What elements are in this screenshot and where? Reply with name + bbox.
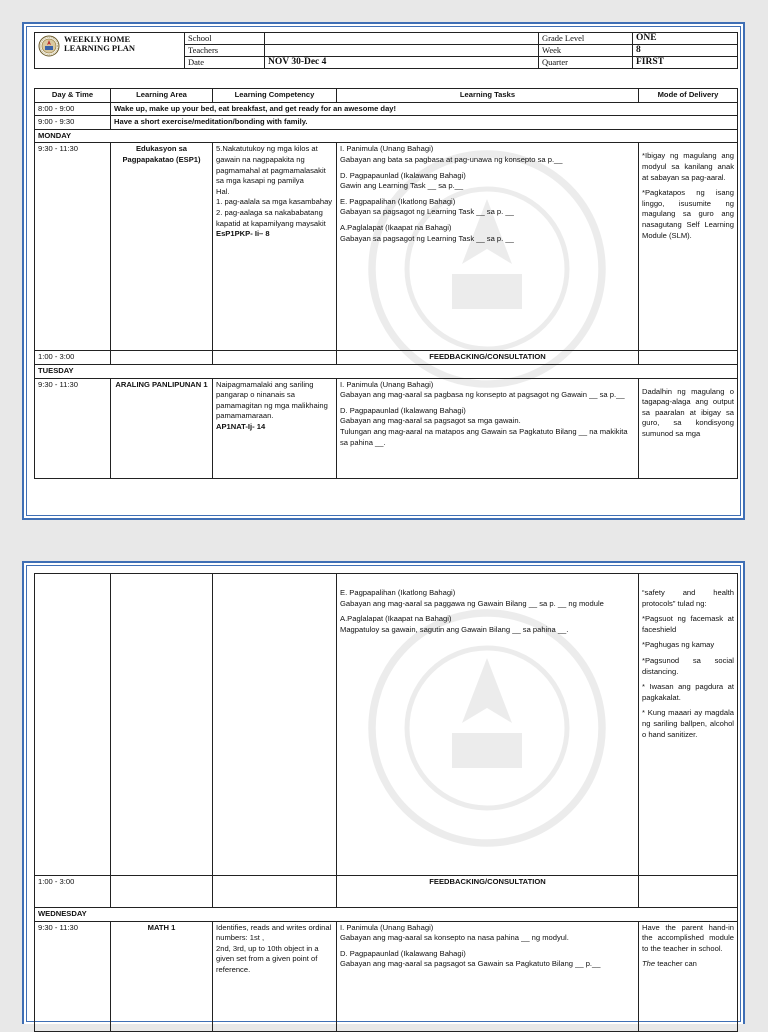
lesson-time: 9:30 - 11:30: [35, 921, 111, 1031]
delivery-italic-word: The: [642, 959, 656, 969]
task-block: [340, 614, 635, 635]
lesson-row-monday: [35, 143, 738, 351]
routine-row: [35, 102, 738, 116]
competency-code: AP1NAT-Ij- 14: [216, 421, 266, 431]
empty-cell: [111, 876, 213, 908]
empty-cell: [639, 876, 738, 908]
tasks-cell: [337, 378, 639, 478]
task-title: D. Pagpapaunlad (Ikalawang Bahagi): [340, 405, 466, 415]
routine-text: Have a short exercise/meditation/bonding with family.: [111, 116, 738, 130]
feedback-time: 1:00 - 3:00: [35, 351, 111, 365]
delivery-text: *Pagsuot ng facemask at faceshield: [642, 614, 734, 634]
column-header-row: [35, 89, 738, 103]
lesson-row-tuesday: [35, 378, 738, 478]
school-value: [265, 33, 539, 45]
lesson-time: 9:30 - 11:30: [35, 378, 111, 478]
col-header-delivery: Mode of Delivery: [639, 89, 738, 103]
empty-cell: [35, 574, 111, 876]
task-body: Gabayan ang mag-aaral sa pagsagot sa mga gawain. Tulungan ang mag-aaral na matapos ang Gawain sa Pagkatuto Bilang __ na makikita sa pahina __.: [340, 416, 628, 447]
day-label: MONDAY: [35, 129, 738, 143]
task-block: [340, 144, 635, 165]
task-block: [340, 171, 635, 192]
col-header-learning-area: Learning Area: [111, 89, 213, 103]
delivery-text: *Pagkatapos ng isang linggo, isusumite ng magulang sa guro ang nasagutang Self Learning Module (SLM).: [642, 188, 734, 240]
delivery-cell: [639, 143, 738, 351]
task-body: Gabayan ang bata sa pagbasa at pag-unawa ng konsepto sa p.__: [340, 154, 563, 164]
task-title: A.Paglalapat (Ikaapat na Bahagi): [340, 222, 452, 232]
day-label: WEDNESDAY: [35, 908, 738, 922]
task-block: [340, 406, 635, 448]
task-body: Gabayan sa pagsagot ng Learning Task __ sa p. __: [340, 233, 514, 243]
task-body: Gabayan ang mag-aaral sa paggawa ng Gawain Bilang __ sa p. __ ng module: [340, 598, 604, 608]
task-title: E. Pagpapalihan (Ikatlong Bahagi): [340, 588, 456, 597]
routine-text: Wake up, make up your bed, eat breakfast, and get ready for an awesome day!: [111, 102, 738, 116]
teachers-value: [265, 45, 539, 57]
week-label: Week: [539, 45, 633, 57]
lesson-time: 9:30 - 11:30: [35, 143, 111, 351]
grade-level-value: ONE: [633, 33, 738, 45]
delivery-text-continued: [642, 959, 734, 970]
learning-area: ARALING PANLIPUNAN 1: [111, 378, 213, 478]
tasks-cell: [337, 143, 639, 351]
task-block: [340, 197, 635, 218]
document-page-2: [22, 561, 745, 1024]
empty-cell: [213, 876, 337, 908]
deped-seal-icon: [38, 35, 60, 57]
school-label: School: [185, 33, 265, 45]
routine-time: 9:00 - 9:30: [35, 116, 111, 130]
learning-area: Edukasyon sa Pagpapakatao (ESP1): [111, 143, 213, 351]
competency-code: EsP1PKP- Ii– 8: [216, 229, 270, 239]
empty-cell: [111, 574, 213, 876]
delivery-text: *Pagsunod sa social distancing.: [642, 655, 734, 676]
col-header-day-time: Day & Time: [35, 89, 111, 103]
delivery-text: * Iwasan ang pagdura at pagkakalat.: [642, 682, 734, 702]
task-block: [340, 223, 635, 244]
lesson-row-tuesday-cont: [35, 574, 738, 876]
empty-cell: [639, 351, 738, 365]
delivery-cell: [639, 921, 738, 1031]
competency-text: Identifies, reads and writes ordinal numbers: 1st , 2nd, 3rd, up to 10th object in a given set from a given point of reference.: [216, 922, 332, 974]
delivery-text: Have the parent hand-in the accomplished module to the teacher in school.: [642, 922, 734, 953]
feedback-text: FEEDBACKING/CONSULTATION: [337, 351, 639, 365]
feedback-row: [35, 351, 738, 365]
delivery-text: Dadalhin ng magulang o tagapag-alaga ang output sa paaralan at ibigay sa guro, sa kondisyong sumunod sa mga: [642, 386, 734, 438]
schedule-table-page-2: [34, 573, 738, 1032]
task-title: I. Panimula (Unang Bahagi): [340, 922, 434, 932]
delivery-cell: [639, 574, 738, 876]
task-body: Gabayan sa pagsagot ng Learning Task __ sa p. __: [340, 207, 514, 217]
task-body: Gabayan ang mag-aaral sa konsepto na nasa pahina __ ng modyul.: [340, 933, 569, 943]
day-row-wednesday: [35, 908, 738, 922]
competency-text: Naipagmamalaki ang sariling pangarap o ninanais sa pamamagitan ng mga malikhaing pamamamaraan.: [216, 379, 328, 421]
lesson-row-wednesday: [35, 921, 738, 1031]
competency-cell: [213, 378, 337, 478]
delivery-text: “safety and health protocols” tulad ng:: [642, 588, 734, 608]
quarter-label: Quarter: [539, 57, 633, 69]
task-title: D. Pagpapaunlad (Ikalawang Bahagi): [340, 170, 466, 180]
feedback-time: 1:00 - 3:00: [35, 876, 111, 908]
competency-cell: [213, 921, 337, 1031]
header-title-cell: [35, 33, 185, 69]
task-block: [340, 923, 635, 944]
task-title: I. Panimula (Unang Bahagi): [340, 144, 434, 154]
learning-area: MATH 1: [111, 921, 213, 1031]
day-row-tuesday: [35, 364, 738, 378]
empty-cell: [213, 351, 337, 365]
quarter-value: FIRST: [633, 57, 738, 69]
col-header-tasks: Learning Tasks: [337, 89, 639, 103]
header-table: [34, 32, 738, 69]
task-block: [340, 588, 635, 609]
task-title: I. Panimula (Unang Bahagi): [340, 379, 434, 389]
day-label: TUESDAY: [35, 364, 738, 378]
task-title: D. Pagpapaunlad (Ikalawang Bahagi): [340, 948, 466, 958]
document-page-1: [22, 22, 745, 520]
delivery-text: * Kung maaari ay magdala ng sariling ballpen, alcohol o hand sanitizer.: [642, 708, 734, 739]
task-title: A.Paglalapat (Ikaapat na Bahagi): [340, 614, 452, 624]
plan-title: WEEKLY HOME LEARNING PLAN: [64, 34, 136, 53]
competency-text: 5.Nakatutukoy ng mga kilos at gawain na nagpapakita ng pagmamahal at pagmamalasakit sa mga kasapi ng pamilya Hal. 1. pag-aalala sa mga kasambahay 2. pag-aalaga sa nakababatang kapatid at kapamilyang maysakit: [216, 144, 333, 228]
date-label: Date: [185, 57, 265, 69]
tasks-cell: [337, 574, 639, 876]
schedule-table-page-1: [34, 88, 738, 479]
competency-cell: [213, 143, 337, 351]
feedback-text: FEEDBACKING/CONSULTATION: [337, 876, 639, 908]
empty-cell: [213, 574, 337, 876]
date-value: NOV 30-Dec 4: [265, 57, 539, 69]
task-body: Gawin ang Learning Task __ sa p.__: [340, 181, 464, 191]
task-body: Gabayan ang mag-aaral sa pagsagot sa Gawain sa Pagkatuto Bilang __ p.__: [340, 959, 601, 969]
routine-row: [35, 116, 738, 130]
empty-cell: [111, 351, 213, 365]
task-body: Gabayan ang mag-aaral sa pagbasa ng konsepto at pagsagot ng Gawain __ sa p.__: [340, 390, 625, 400]
task-block: [340, 380, 635, 401]
task-title: E. Pagpapalihan (Ikatlong Bahagi): [340, 196, 456, 206]
task-body: Magpatuloy sa gawain, sagutin ang Gawain Bilang __ sa pahina __.: [340, 624, 569, 634]
feedback-row: [35, 876, 738, 908]
delivery-text-rest: teacher can: [655, 959, 697, 969]
week-value: 8: [633, 45, 738, 57]
tasks-cell: [337, 921, 639, 1031]
routine-time: 8:00 - 9:00: [35, 102, 111, 116]
teachers-label: Teachers: [185, 45, 265, 57]
delivery-cell: [639, 378, 738, 478]
col-header-competency: Learning Competency: [213, 89, 337, 103]
day-row-monday: [35, 129, 738, 143]
task-block: [340, 949, 635, 970]
delivery-text: *Paghugas ng kamay: [642, 640, 715, 650]
grade-level-label: Grade Level: [539, 33, 633, 45]
delivery-text: *Ibigay ng magulang ang modyul sa kanilang anak at sabayan sa pag-aaral.: [642, 151, 734, 182]
